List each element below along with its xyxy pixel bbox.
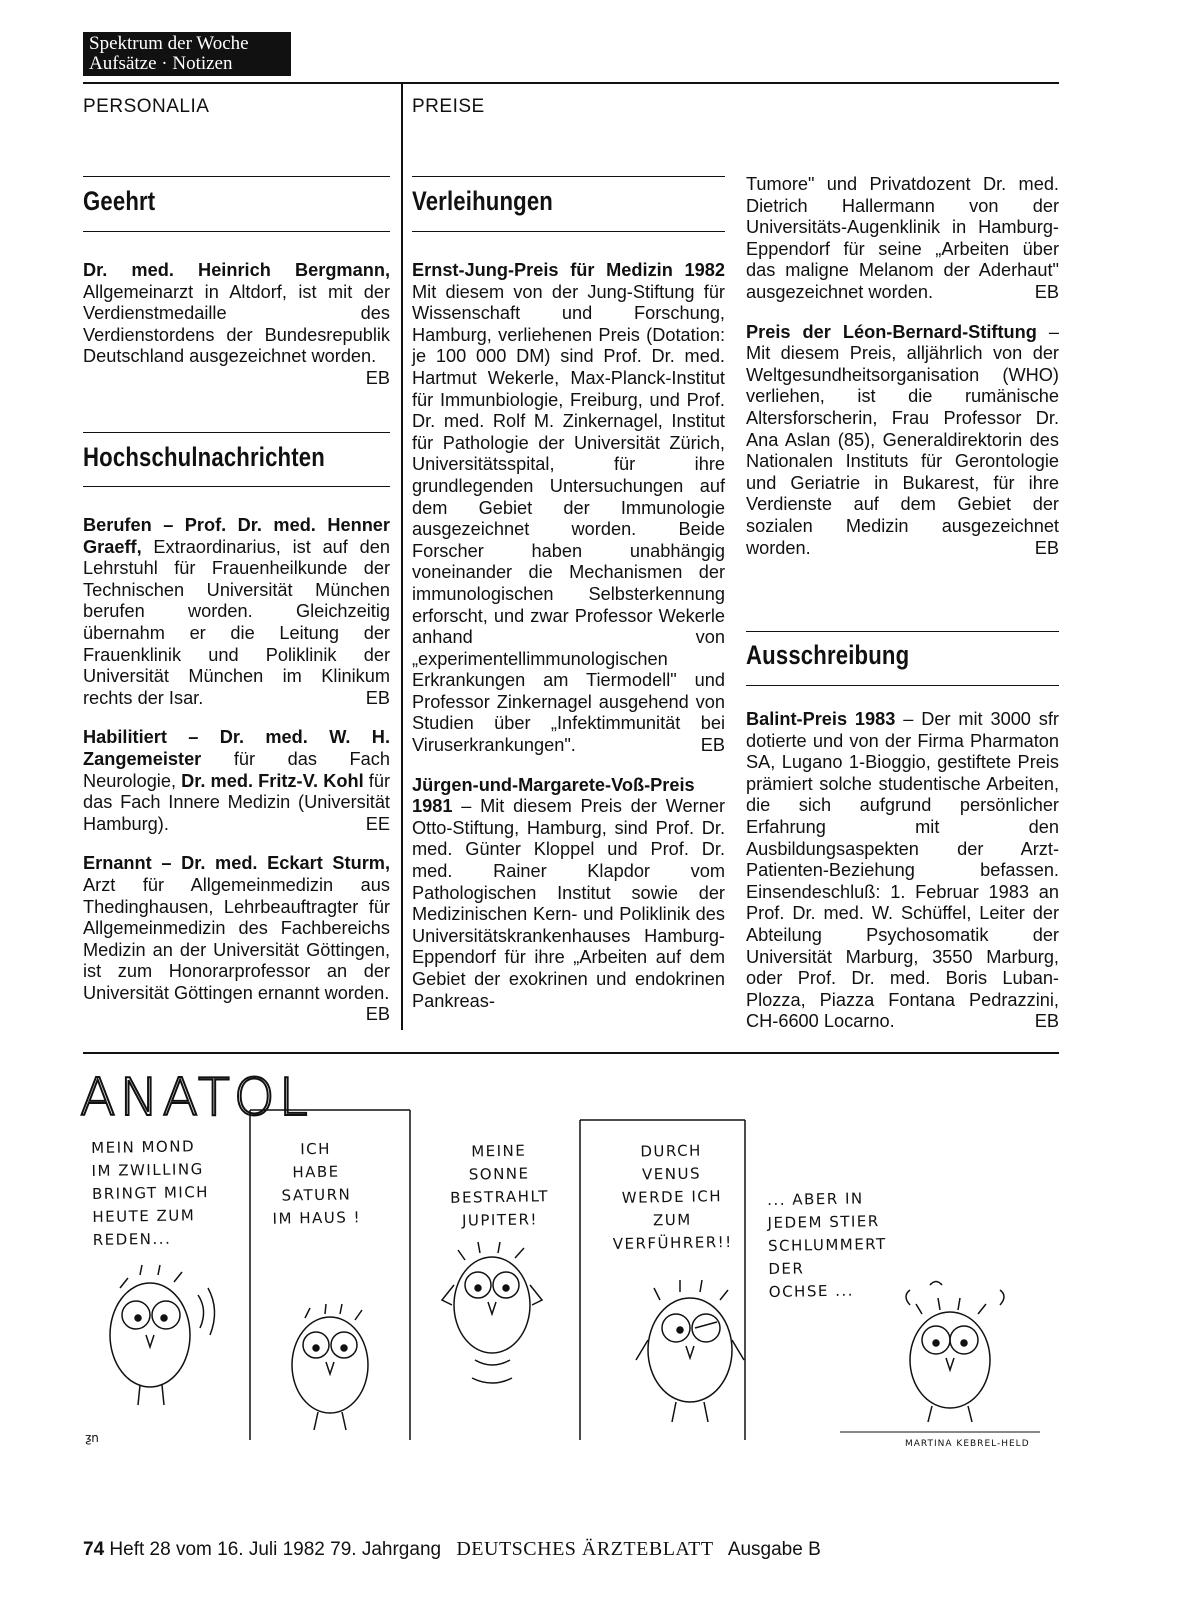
svg-text:ƺn: ƺn xyxy=(85,1431,99,1445)
balint-lead: Balint-Preis 1983 xyxy=(746,709,896,729)
owl-5 xyxy=(906,1282,1004,1423)
rule-ausschreibung-top xyxy=(746,631,1059,632)
balint-signature: EB xyxy=(1034,1011,1059,1032)
col1-geehrt-text xyxy=(83,260,390,390)
col2-text xyxy=(412,260,725,1012)
voss-lead: Jürgen-und-Margarete-Voß-Preis 1981 xyxy=(412,774,695,817)
heading-geehrt: Geehrt xyxy=(83,186,156,216)
geehrt-body: Allgemeinarzt in Altdorf, ist mit der Verdienstmedaille des Verdienstordens der Bundesrepublik Deutschland ausgezeichnet worden. xyxy=(83,281,390,367)
magazine-name: DEUTSCHES ÄRZTEBLATT xyxy=(456,1538,714,1560)
col3-balint-text xyxy=(746,709,1059,1033)
col1-hochschul-text xyxy=(83,515,390,1026)
habil-body-1: für das Fach Neurologie, xyxy=(83,748,390,791)
owl-4 xyxy=(636,1280,744,1422)
berufen-lead: Berufen – Prof. Dr. med. Henner Graeff, xyxy=(83,515,390,557)
comic-panel-1-text: MEIN MOND IM ZWILLING BRINGT MICH HEUTE ZUM REDEN... xyxy=(91,1137,210,1250)
col3-text-top xyxy=(746,174,1059,559)
comic-top-rule xyxy=(83,1052,1059,1054)
voss-signature: EB xyxy=(1034,281,1059,302)
rule-ausschreibung-bottom xyxy=(746,685,1059,686)
geehrt-name: Dr. med. Heinrich Bergmann, xyxy=(83,260,390,280)
comic-panel-2-text: ICH HABE SATURN IM HAUS ! xyxy=(272,1139,362,1228)
column-divider xyxy=(401,82,403,1030)
section-header-box xyxy=(83,32,291,76)
habil-lead: Habilitiert – Dr. med. W. H. Zangemeister xyxy=(83,727,390,769)
heading-hochschulnachrichten: Hochschulnachrichten xyxy=(83,442,325,472)
header-line-2: Aufsätze · Notizen xyxy=(89,53,233,74)
edition: Ausgabe B xyxy=(727,1539,821,1560)
voss-continued: Tumore" und Privatdozent Dr. med. Dietrich Hallermann von der Universitäts-Augenklinik in Hamburg-Eppendorf für seine „Arbeiten über das maligne Melanom der Aderhaut" ausgezeichnet worden. xyxy=(746,174,1059,302)
ernannt-signature: EB xyxy=(365,1004,390,1025)
comic-strip-drawing xyxy=(80,1060,1070,1480)
owl-2 xyxy=(292,1304,368,1430)
rule-hoch-bottom xyxy=(83,486,390,487)
heading-verleihungen: Verleihungen xyxy=(412,186,554,216)
rule-verleihungen-bottom xyxy=(412,231,725,232)
section-personalia: PERSONALIA xyxy=(83,96,210,117)
page-footer xyxy=(83,1538,821,1561)
leon-lead: Preis der Léon-Bernard-Stiftung xyxy=(746,321,1037,342)
owl-3 xyxy=(442,1242,542,1383)
leon-body: – Mit diesem Preis, alljährlich von der Weltgesundheitsorganisation (WHO) verliehen, ist die rumänische Altersforscherin, Frau Professor Dr. Ana Aslan (85), Generaldirektorin des Nationalen Instituts für Gerontologie und Geriatrie in Bukarest, für ihre Verdienste auf dem Gebiet der sozialen Medizin ausgezeichnet worden. xyxy=(746,321,1059,558)
berufen-body: Extraordinarius, ist auf den Lehrstuhl für Frauenheilkunde der Technischen Universität München berufen worden. Gleichzeitig übernahm er die Leitung der Frauenklinik und Poliklinik der Universität München im Klinikum rechts der Isar. xyxy=(83,536,390,708)
ernannt-lead: Ernannt – Dr. med. Eckart Sturm, xyxy=(83,853,390,874)
habil-body-2: für das Fach Innere Medizin (Universität Hamburg). xyxy=(83,770,390,834)
top-rule xyxy=(83,82,1059,84)
voss-body: – Mit diesem Preis der Werner Otto-Stiftung, Hamburg, sind Prof. Dr. med. Günter Kloppel und Prof. Dr. med. Rainer Klapdor vom Pathologischen Institut sowie der Medizinischen Kern- und Poliklinik des Universitätskrankenhauses Hamburg-Eppendorf für ihre „Arbeiten auf dem Gebiet der exokrinen und endokrinen Pankreas- xyxy=(412,796,725,1011)
habil-name-2: Dr. med. Fritz-V. Kohl xyxy=(181,770,364,791)
geehrt-signature: EB xyxy=(365,367,390,388)
leon-signature: EB xyxy=(1034,537,1059,558)
comic-signature: MARTINA KEBREL-HELD xyxy=(905,1439,1030,1449)
berufen-signature: EB xyxy=(365,687,390,708)
page-number: 74 xyxy=(83,1539,105,1560)
comic-panel-4-text: DURCH VENUS WERDE ICH ZUM VERFÜHRER!! xyxy=(612,1141,733,1254)
comic-panel-3-text: MEINE SONNE BESTRAHLT JUPITER! xyxy=(450,1141,550,1230)
jung-lead: Ernst-Jung-Preis für Medizin 1982 xyxy=(412,260,725,280)
comic-panel-5-text: ... ABER IN JEDEM STIER SCHLUMMERT DER OCHSE ... xyxy=(767,1189,887,1302)
comic-title: ANATOL xyxy=(80,1068,312,1128)
rule-hoch-top xyxy=(83,432,390,433)
jung-signature: EB xyxy=(700,735,725,756)
ernannt-body: Arzt für Allgemeinmedizin aus Thedinghausen, Lehrbeauftragter für Allgemeinmedizin des Fachbereichs Medizin an der Universität Göttingen, ist zum Honorarprofessor an der Universität Göttingen ernannt worden. xyxy=(83,874,390,1003)
rule-geehrt-bottom xyxy=(83,231,390,232)
rule-geehrt-top xyxy=(83,176,390,177)
header-line-1: Spektrum der Woche xyxy=(89,33,249,54)
issue-info: Heft 28 vom 16. Juli 1982 79. Jahrgang xyxy=(109,1539,442,1560)
jung-body: Mit diesem von der Jung-Stiftung für Wissenschaft und Forschung, Hamburg, verliehenen Preis (Dotation: je 100 000 DM) sind Prof. Dr. med. Hartmut Wekerle, Max-Planck-Institut für Immunbiologie, Freiburg, und Prof. Dr. med. Rolf M. Zinkernagel, Institut für Pathologie der Universität Zürich, Universitätsspital, für ihre grundlegenden Untersuchungen auf dem Gebiet der Immunologie ausgezeichnet worden. Beide Forscher haben unabhängig voneinander die Mechanismen der immunologischen Selbsterkennung erforscht, und zwar Professor Wekerle anhand von „experimentellimmunologischen Erkrankungen am Tiermodell" und Professor Zinkernagel ausgehend von Studien über „Infektimmunität bei Viruserkrankungen". xyxy=(412,281,725,756)
section-preise: PREISE xyxy=(412,96,485,117)
rule-verleihungen-top xyxy=(412,176,725,177)
heading-ausschreibung: Ausschreibung xyxy=(746,640,910,670)
habil-signature: EE xyxy=(365,813,390,834)
balint-body: – Der mit 3000 sfr dotierte und von der Firma Pharmaton SA, Lugano 1-Bioggio, gestiftete Preis prämiert solche studentische Arbeiten, die sich aufgrund persönlicher Erfahrung mit den Ausbildungsaspekten der Arzt-Patienten-Beziehung befassen. Einsendeschluß: 1. Februar 1983 an Prof. Dr. med. W. Schüffel, Leiter der Abteilung Psychosomatik der Universität Marburg, 3550 Marburg, oder Prof. Dr. med. Boris Luban-Plozza, Piazza Fontana Pedrazzini, CH-6600 Locarno. xyxy=(746,709,1059,1032)
owl-1 xyxy=(110,1265,215,1405)
